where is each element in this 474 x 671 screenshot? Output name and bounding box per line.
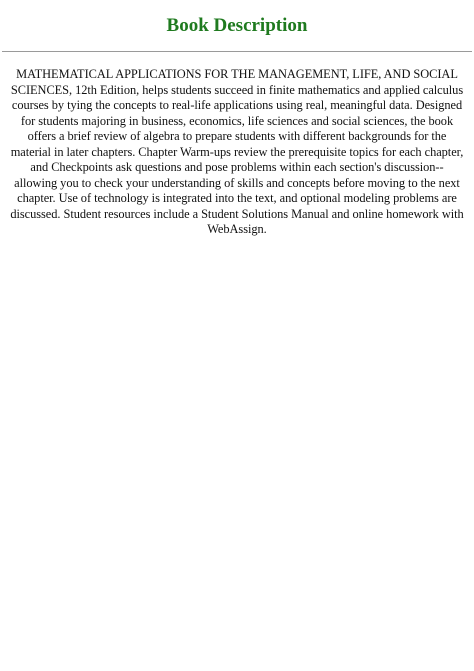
title-divider	[2, 51, 472, 52]
book-description-text: MATHEMATICAL APPLICATIONS FOR THE MANAGEMENT, LIFE, AND SOCIAL SCIENCES, 12th Edition, helps students succeed in finite mathematics and applied calculus courses by tying the concepts to real-life applications using real, meaningful data. Designed for students majoring in business, economics, life sciences and social sciences, the book offers a brief review of algebra to prepare students with different backgrounds for the material in later chapters. Chapter Warm-ups review the prerequisite topics for each chapter, and Checkpoints ask questions and pose problems within each section's discussion--allowing you to check your understanding of skills and concepts before moving to the next chapter. Use of technology is integrated into the text, and optional modeling problems are discussed. Student resources include a Student Solutions Manual and online homework with WebAssign.	[10, 67, 464, 236]
page-title: Book Description	[166, 15, 308, 36]
